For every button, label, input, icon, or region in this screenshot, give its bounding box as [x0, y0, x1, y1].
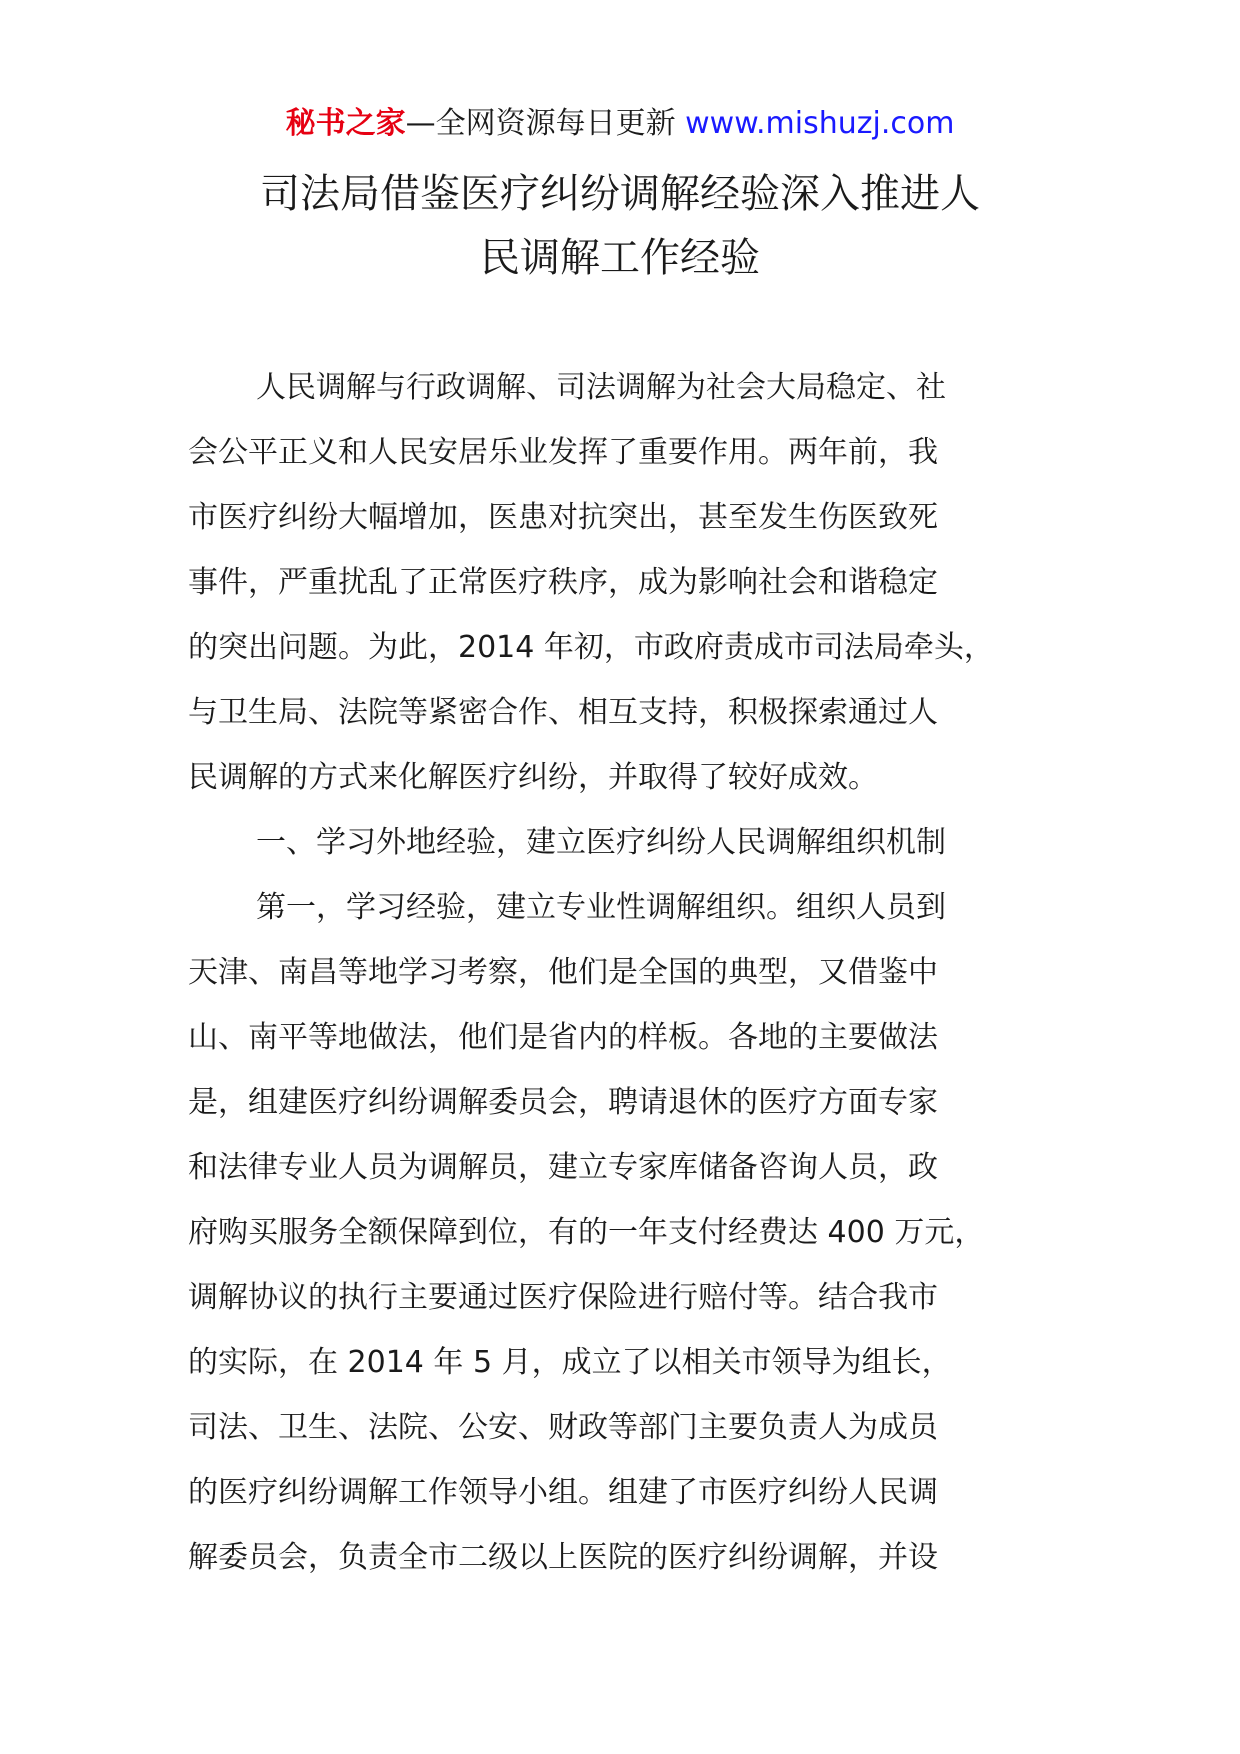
paragraph-1-line-5: 的突出问题。为此，2014 年初，市政府责成市司法局牵头，	[188, 630, 994, 665]
paragraph-1-line-7: 民调解的方式来化解医疗纠纷，并取得了较好成效。	[188, 760, 878, 795]
site-header	[0, 104, 1240, 144]
paragraph-1-line-4: 事件，严重扰乱了正常医疗秩序，成为影响社会和谐稳定	[188, 565, 938, 600]
paragraph-1-line-6: 与卫生局、法院等紧密合作、相互支持，积极探索通过人	[188, 695, 938, 730]
paragraph-1-line-1: 人民调解与行政调解、司法调解为社会大局稳定、社	[256, 370, 946, 405]
title-line-2: 民调解工作经验	[480, 235, 760, 281]
paragraph-1-line-3: 市医疗纠纷大幅增加，医患对抗突出，甚至发生伤医致死	[188, 500, 938, 535]
paragraph-2-line-8: 的实际，在 2014 年 5 月，成立了以相关市领导为组长，	[188, 1345, 952, 1380]
paragraph-1-line-2: 会公平正义和人民安居乐业发挥了重要作用。两年前，我	[188, 435, 938, 470]
paragraph-2-line-3: 山、南平等地做法，他们是省内的样板。各地的主要做法	[188, 1020, 938, 1055]
section-heading-1: 一、学习外地经验，建立医疗纠纷人民调解组织机制	[256, 825, 946, 860]
paragraph-2-line-10: 的医疗纠纷调解工作领导小组。组建了市医疗纠纷人民调	[188, 1475, 938, 1510]
brand-name: 秘书之家	[285, 106, 406, 141]
paragraph-2-line-11: 解委员会，负责全市二级以上医院的医疗纠纷调解，并设	[188, 1540, 938, 1575]
paragraph-2-line-7: 调解协议的执行主要通过医疗保险进行赔付等。结合我市	[188, 1280, 938, 1315]
paragraph-2-line-1: 第一，学习经验，建立专业性调解组织。组织人员到	[256, 890, 946, 925]
document-body	[188, 355, 1088, 1590]
site-url-link[interactable]: www.mishuzj.com	[685, 106, 955, 141]
paragraph-2-line-4: 是，组建医疗纠纷调解委员会，聘请退休的医疗方面专家	[188, 1085, 938, 1120]
header-tagline: —全网资源每日更新	[405, 106, 686, 141]
title-line-1: 司法局借鉴医疗纠纷调解经验深入推进人	[260, 171, 980, 217]
paragraph-2-line-2: 天津、南昌等地学习考察，他们是全国的典型，又借鉴中	[188, 955, 938, 990]
document-title	[150, 162, 1090, 290]
paragraph-2-line-6: 府购买服务全额保障到位，有的一年支付经费达 400 万元，	[188, 1215, 985, 1250]
paragraph-2-line-9: 司法、卫生、法院、公安、财政等部门主要负责人为成员	[188, 1410, 938, 1445]
paragraph-2-line-5: 和法律专业人员为调解员，建立专家库储备咨询人员，政	[188, 1150, 938, 1185]
